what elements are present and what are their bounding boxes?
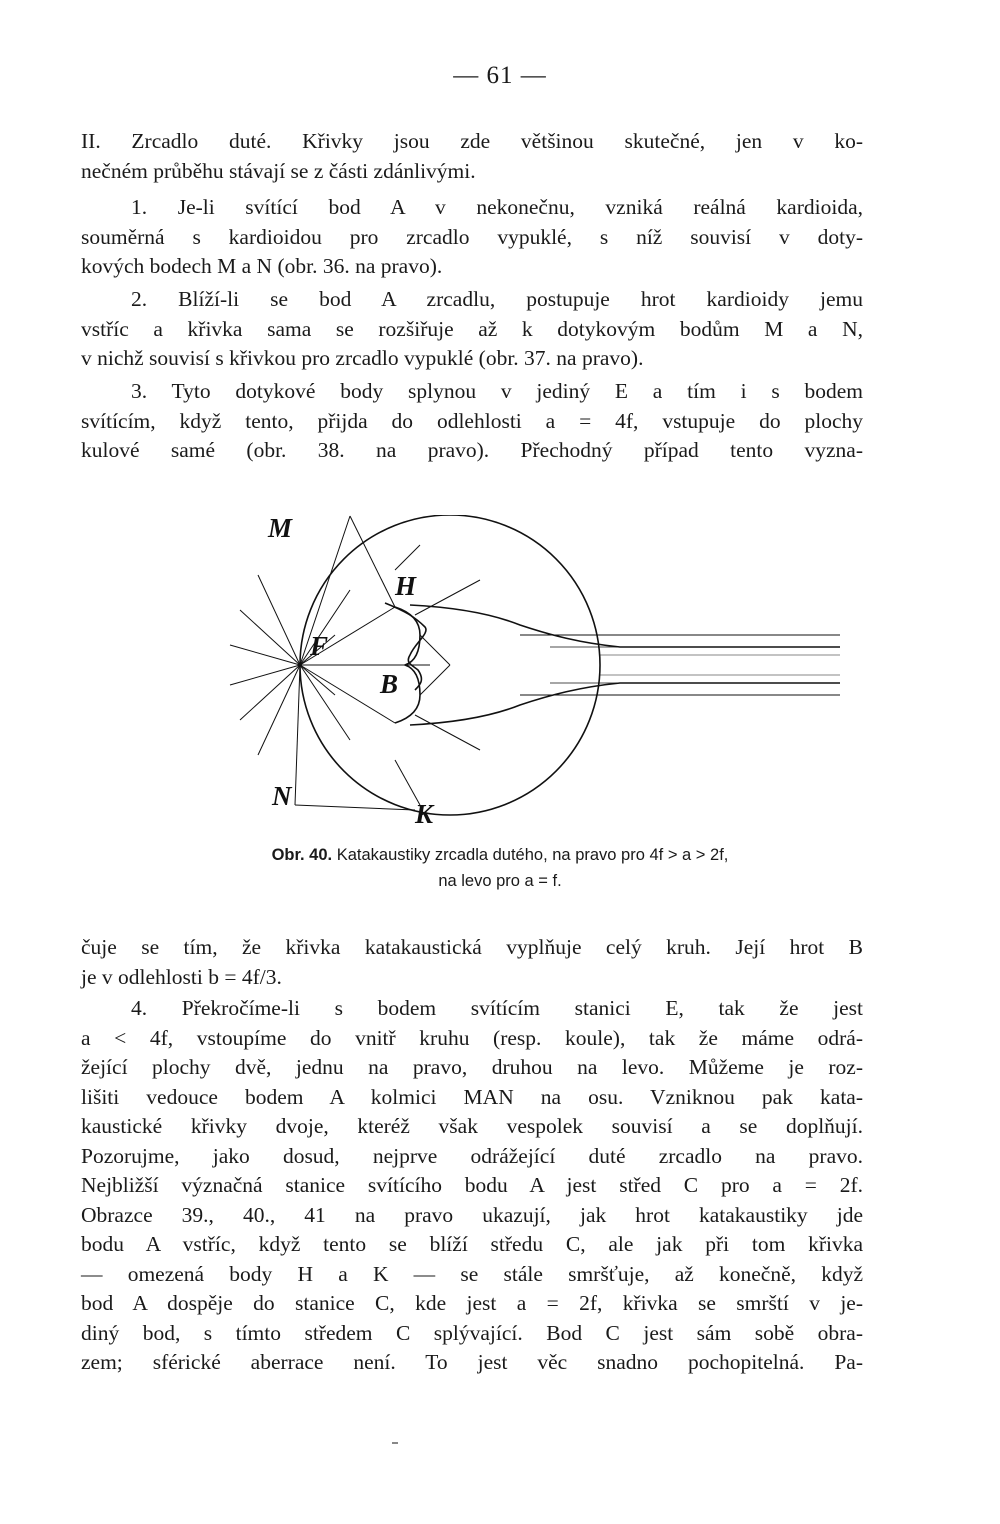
text-line: kaustické křivky dvoje, kteréž však vespolek souvisí a se doplňují. — [81, 1114, 863, 1138]
ray-line — [415, 715, 480, 750]
caustic-curve — [410, 605, 840, 647]
text-line: kulové samé (obr. 38. na pravo). Přechodný případ tento vyzna- — [81, 438, 863, 462]
paragraph — [81, 377, 863, 466]
label-F: F — [310, 631, 329, 661]
ray-line — [295, 665, 300, 805]
text-line: diný bod, s tímto středem C splývající. Bod C jest sám sobě obra- — [81, 1320, 863, 1345]
paragraph — [81, 994, 863, 1378]
text-line: — omezená body H a K — se stále smršťuje, až konečně, když — [81, 1261, 863, 1286]
text-line: Obrazce 39., 40., 41 na pravo ukazují, jak hrot katakaustiky jde — [81, 1202, 863, 1227]
caption-text: Katakaustiky zrcadla dutého, na pravo pro 4f > a > 2f, — [336, 846, 729, 864]
page-number: — 61 — — [453, 62, 547, 89]
label-M: M — [268, 515, 293, 543]
caption-line — [150, 842, 850, 868]
figure-catacaustic — [220, 515, 840, 835]
text-line: bodu A vstříc, když tento se blíží středu C, ale jak při tom křivka — [81, 1232, 863, 1256]
text-line: Nejbližší význačná stanice svítícího bodu A jest střed C pro a = 2f. — [81, 1173, 863, 1197]
ray-line — [395, 545, 420, 570]
paragraph — [81, 193, 863, 282]
scan-mark — [392, 1442, 398, 1444]
caption-number: Obr. 40. — [271, 846, 333, 864]
text-line: 2. Blíží-li se bod A zrcadlu, postupuje hrot kardioidy jemu — [131, 287, 863, 311]
text-line: 4. Překročíme-li s bodem svítícím stanici E, tak že jest — [131, 996, 863, 1020]
text-line: lišiti vedouce bodem A kolmici MAN na osu. Vzniknou pak kata- — [81, 1084, 863, 1109]
label-H: H — [395, 571, 417, 601]
label-K: K — [415, 799, 434, 829]
ray-line — [420, 665, 450, 695]
paragraph — [81, 127, 863, 186]
text-line: svítícím, když tento, přijda do odlehlosti a = 4f, vstupuje do plochy — [81, 408, 863, 433]
ray-line — [258, 665, 300, 755]
label-N: N — [272, 781, 292, 811]
paragraph — [81, 933, 863, 992]
text-line: v nichž souvisí s křivkou pro zrcadlo vypuklé (obr. 37. na pravo). — [81, 346, 644, 370]
caustic-curve — [410, 683, 840, 725]
text-line: Pozorujme, jako dosud, nejprve odrážející duté zrcadlo na pravo. — [81, 1143, 863, 1168]
ray-line — [415, 580, 480, 615]
ray-line — [350, 516, 395, 607]
ray-line — [300, 665, 350, 740]
ray-line — [420, 635, 450, 665]
text-line: 1. Je-li svítící bod A v nekonečnu, vzniká reálná kardioida, — [131, 195, 863, 219]
catacaustic-diagram — [220, 515, 840, 835]
text-line: bod A dospěje do stanice C, kde jest a = 2f, křivka se smrští v je- — [81, 1291, 863, 1315]
text-line: zem; sférické aberrace není. To jest věc snadno pochopitelná. Pa- — [81, 1350, 863, 1374]
paragraph — [81, 285, 863, 374]
text-line: nečném průběhu stávají se z části zdánlivými. — [81, 158, 476, 183]
text-line: je v odlehlosti b = 4f/3. — [81, 964, 282, 989]
ray-line — [258, 575, 300, 665]
caption-line: na levo pro a = f. — [438, 872, 562, 890]
text-line: II. Zrcadlo duté. Křivky jsou zde většinou skutečné, jen v ko- — [81, 129, 863, 153]
text-line: vstříc a křivka sama se rozšiřuje až k dotykovým bodům M a N, — [81, 316, 863, 341]
figure-caption — [150, 842, 850, 894]
text-line: čuje se tím, že křivka katakaustická vyplňuje celý kruh. Její hrot B — [81, 935, 863, 959]
text-line: 3. Tyto dotykové body splynou v jediný E a tím i s bodem — [131, 379, 863, 403]
text-line: souměrná s kardioidou pro zrcadlo vypuklé, s níž souvisí v doty- — [81, 224, 863, 249]
label-B: B — [380, 669, 399, 699]
text-line: a < 4f, vstoupíme do vnitř kruhu (resp. koule), tak že máme odrá- — [81, 1025, 863, 1050]
text-line: kových bodech M a N (obr. 36. na pravo). — [81, 254, 443, 278]
text-line: žející plochy dvě, jednu na pravo, druhou na levo. Můžeme je roz- — [81, 1055, 863, 1079]
